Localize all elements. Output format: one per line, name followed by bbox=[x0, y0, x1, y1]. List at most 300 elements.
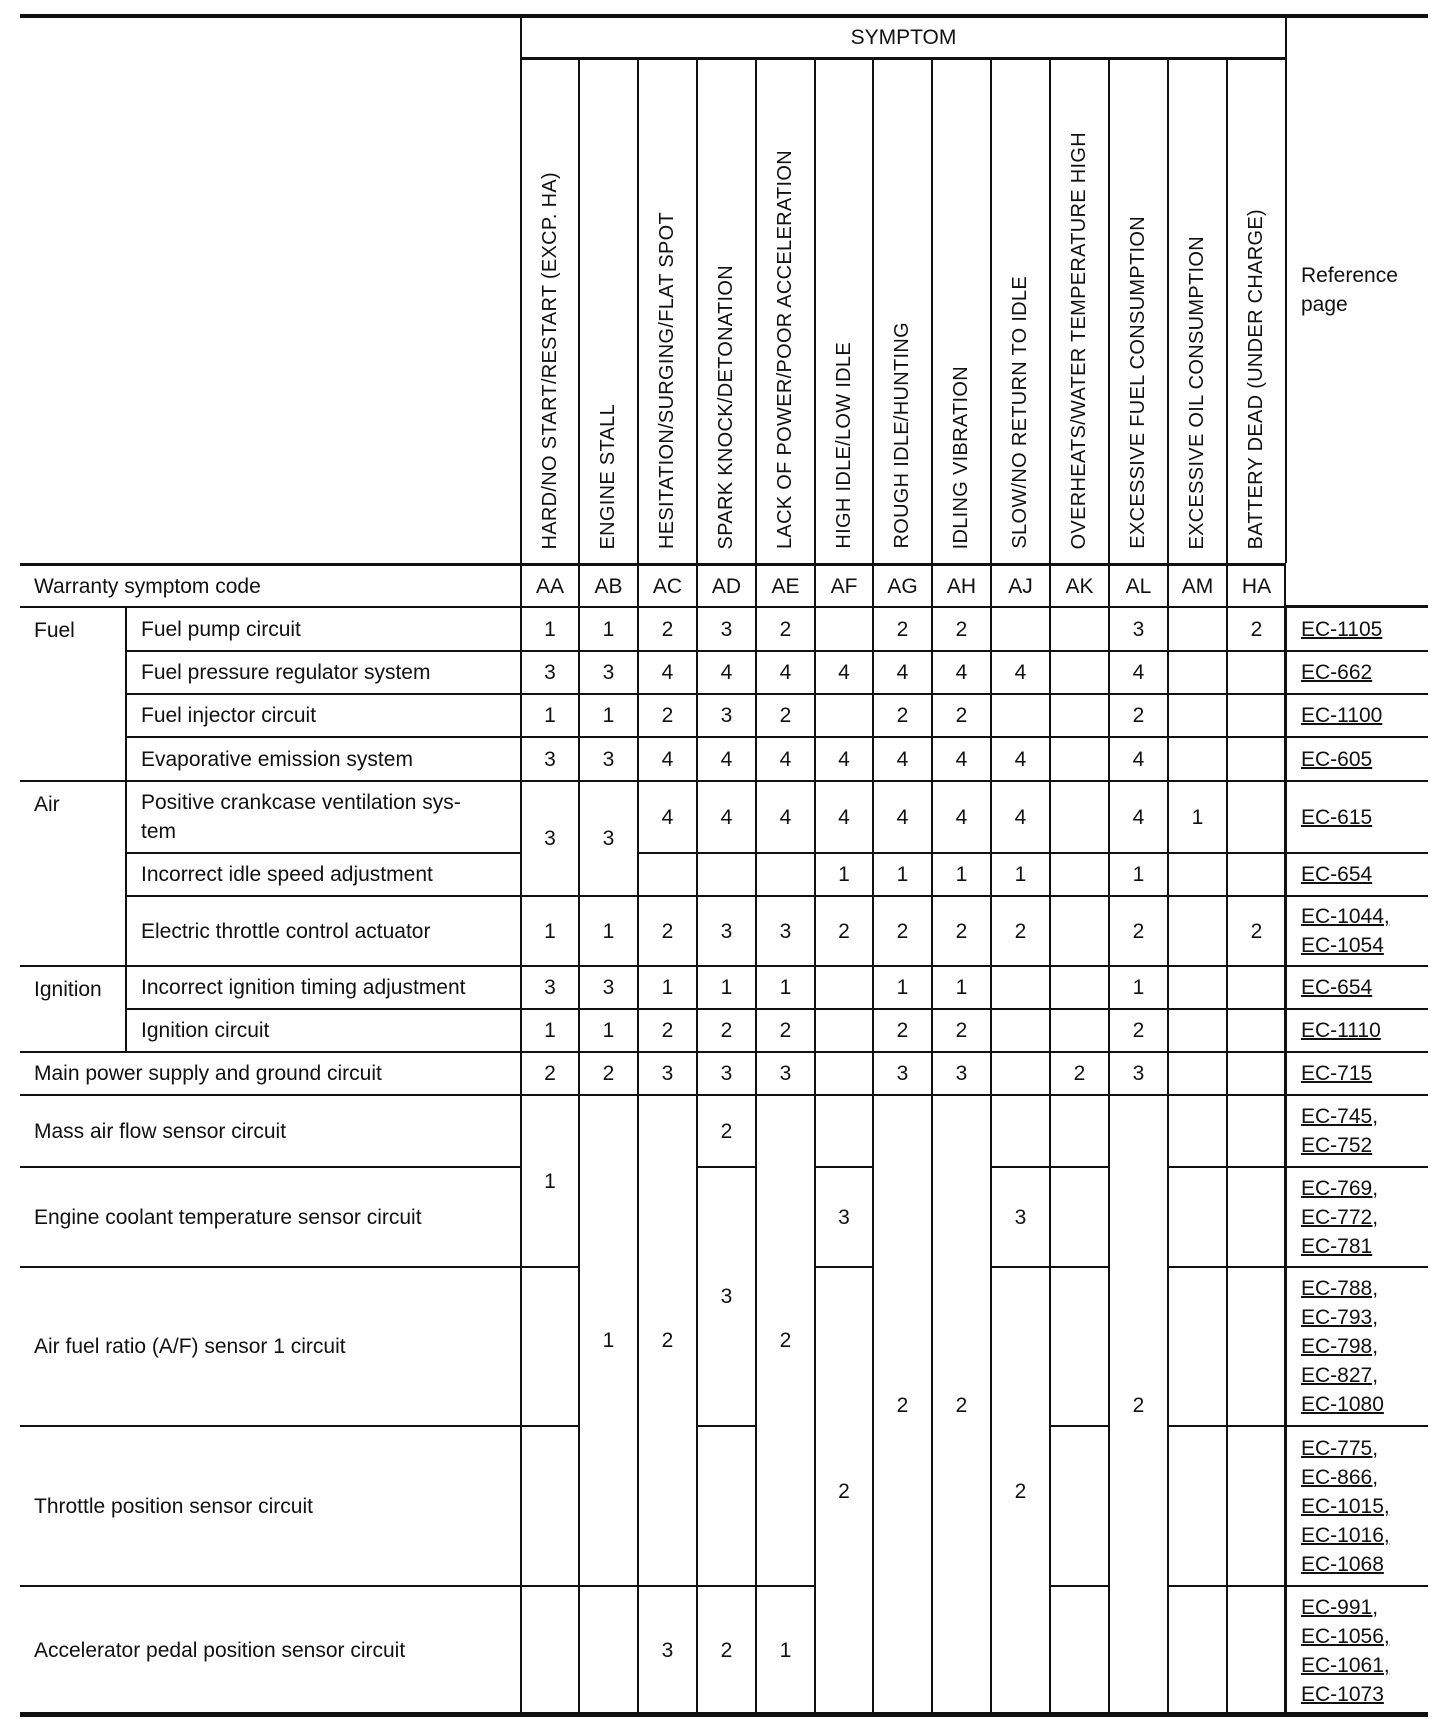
item-name: Mass air flow sensor circuit bbox=[34, 1119, 287, 1143]
symptom-priority-cell bbox=[1049, 1585, 1108, 1714]
priority-value: 3 bbox=[1132, 1062, 1145, 1085]
symptom-priority-cell bbox=[1108, 1008, 1167, 1051]
priority-value: 4 bbox=[1014, 805, 1027, 829]
priority-value: 4 bbox=[838, 747, 850, 771]
symptom-priority-cell bbox=[814, 693, 872, 736]
reference-links bbox=[1285, 965, 1428, 1008]
symptom-name: HIGH IDLE/LOW IDLE bbox=[832, 342, 855, 549]
priority-value: 1 bbox=[602, 1329, 615, 1352]
symptom-priority-cell bbox=[872, 852, 931, 895]
symptom-priority-cell bbox=[990, 895, 1049, 965]
priority-value: 4 bbox=[720, 805, 733, 829]
symptom-priority-cell bbox=[872, 606, 931, 650]
priority-value: 1 bbox=[544, 704, 556, 727]
symptom-priority-cell bbox=[931, 606, 990, 650]
priority-value: 1 bbox=[544, 1019, 556, 1042]
symptom-priority-cell bbox=[696, 1585, 755, 1714]
symptom-priority-cell bbox=[755, 895, 814, 965]
item-name: Positive crankcase ventilation sys- tem bbox=[141, 791, 461, 843]
priority-value: 1 bbox=[955, 976, 968, 999]
symptom-priority-cell bbox=[931, 852, 990, 895]
symptom-priority-cell bbox=[1108, 650, 1167, 693]
symptom-priority-cell bbox=[637, 780, 696, 852]
priority-value: 2 bbox=[838, 919, 850, 943]
priority-value: 3 bbox=[720, 1062, 733, 1085]
warranty-code bbox=[637, 563, 696, 606]
priority-value: 1 bbox=[720, 976, 733, 999]
priority-value: 2 bbox=[1014, 1479, 1027, 1503]
symptom-priority-cell bbox=[578, 736, 637, 780]
reference-links bbox=[1285, 852, 1428, 895]
priority-value: 3 bbox=[1132, 617, 1145, 641]
symptom-priority-cell bbox=[578, 780, 637, 895]
warranty-code-value: AE bbox=[771, 574, 800, 598]
symptom-priority-cell bbox=[990, 1008, 1049, 1051]
symptom-priority-cell bbox=[1108, 693, 1167, 736]
priority-value: 3 bbox=[544, 976, 556, 999]
symptom-priority-cell bbox=[520, 693, 578, 736]
symptom-priority-cell bbox=[1226, 1585, 1285, 1714]
item-label bbox=[20, 1585, 520, 1714]
priority-value: 2 bbox=[1073, 1062, 1086, 1085]
priority-value: 2 bbox=[1250, 617, 1263, 641]
symptom-priority-cell bbox=[637, 1051, 696, 1094]
priority-value: 4 bbox=[955, 747, 968, 771]
symptom-priority-cell bbox=[696, 895, 755, 965]
symptom-priority-cell bbox=[1167, 780, 1226, 852]
symptom-priority-cell bbox=[931, 1094, 990, 1714]
symptom-priority-cell bbox=[1049, 693, 1108, 736]
symptom-priority-cell bbox=[637, 965, 696, 1008]
symptom-priority-cell bbox=[814, 1094, 872, 1166]
symptom-priority-cell bbox=[814, 736, 872, 780]
reference-link[interactable]: EC-866, bbox=[1301, 1465, 1379, 1489]
symptom-priority-cell bbox=[872, 965, 931, 1008]
priority-value: 3 bbox=[1014, 1205, 1027, 1229]
symptom-priority-cell bbox=[696, 606, 755, 650]
symptom-priority-cell bbox=[755, 1585, 814, 1714]
reference-link[interactable]: EC-788, bbox=[1301, 1277, 1379, 1300]
symptom-name: IDLING VIBRATION bbox=[950, 365, 972, 549]
symptom-priority-cell bbox=[1226, 1051, 1285, 1094]
reference-link[interactable]: EC-1016, bbox=[1301, 1523, 1390, 1547]
symptom-priority-cell bbox=[696, 780, 755, 852]
reference-link[interactable]: EC-769, bbox=[1301, 1176, 1379, 1200]
symptom-priority-cell bbox=[1049, 1008, 1108, 1051]
reference-link[interactable]: EC-1100 bbox=[1301, 704, 1383, 727]
priority-value: 2 bbox=[661, 617, 674, 641]
reference-links bbox=[1285, 1425, 1428, 1585]
symptom-priority-cell bbox=[990, 780, 1049, 852]
priority-value: 2 bbox=[720, 1019, 733, 1042]
reference-link[interactable]: EC-745, bbox=[1301, 1105, 1379, 1128]
symptom-priority-cell bbox=[1049, 1266, 1108, 1425]
warranty-code bbox=[578, 563, 637, 606]
symptom-priority-cell bbox=[814, 895, 872, 965]
symptom-priority-cell bbox=[814, 1266, 872, 1714]
symptom-priority-cell bbox=[1049, 965, 1108, 1008]
symptom-priority-cell bbox=[1167, 650, 1226, 693]
symptom-priority-cell bbox=[814, 780, 872, 852]
symptom-priority-cell bbox=[1049, 895, 1108, 965]
warranty-code-value: AB bbox=[594, 574, 623, 598]
symptom-priority-cell bbox=[1167, 965, 1226, 1008]
priority-value: 2 bbox=[896, 1393, 909, 1417]
symptom-priority-cell bbox=[637, 1585, 696, 1714]
symptom-priority-cell bbox=[1108, 1094, 1167, 1714]
warranty-code bbox=[696, 563, 755, 606]
warranty-code-value: AA bbox=[535, 574, 564, 598]
symptom-priority-cell bbox=[990, 852, 1049, 895]
warranty-code bbox=[755, 563, 814, 606]
priority-value: 3 bbox=[720, 1285, 733, 1308]
symptom-column-header bbox=[696, 58, 755, 563]
grid-line bbox=[520, 57, 1285, 59]
symptom-priority-cell bbox=[755, 606, 814, 650]
reference-link[interactable]: EC-1015, bbox=[1301, 1494, 1390, 1518]
priority-value: 1 bbox=[1132, 863, 1145, 886]
priority-value: 2 bbox=[544, 1062, 556, 1085]
symptom-priority-cell bbox=[520, 1425, 578, 1585]
symptom-priority-cell bbox=[637, 650, 696, 693]
priority-value: 4 bbox=[838, 661, 850, 684]
reference-link[interactable]: EC-662 bbox=[1301, 661, 1373, 684]
symptom-priority-cell bbox=[872, 650, 931, 693]
symptom-name: HARD/NO START/RESTART (EXCP. HA) bbox=[538, 171, 561, 549]
symptom-priority-cell bbox=[931, 1051, 990, 1094]
symptom-priority-cell bbox=[1226, 606, 1285, 650]
symptom-priority-cell bbox=[696, 852, 755, 895]
item-label bbox=[125, 736, 520, 780]
priority-value: 1 bbox=[661, 976, 674, 999]
symptom-priority-cell bbox=[990, 1051, 1049, 1094]
symptom-priority-cell bbox=[520, 606, 578, 650]
symptom-priority-cell bbox=[578, 606, 637, 650]
symptom-priority-cell bbox=[1226, 780, 1285, 852]
symptom-priority-cell bbox=[1108, 780, 1167, 852]
symptom-priority-cell bbox=[1108, 1051, 1167, 1094]
reference-link[interactable]: EC-1073 bbox=[1301, 1682, 1384, 1706]
warranty-code-value: AH bbox=[946, 574, 977, 598]
symptom-priority-cell bbox=[1108, 606, 1167, 650]
symptom-column-header bbox=[1108, 58, 1167, 563]
symptom-priority-cell bbox=[1226, 736, 1285, 780]
symptom-priority-cell bbox=[814, 965, 872, 1008]
symptom-name: ROUGH IDLE/HUNTING bbox=[891, 322, 913, 549]
symptom-priority-cell bbox=[1108, 965, 1167, 1008]
warranty-code bbox=[1226, 563, 1285, 606]
priority-value: 3 bbox=[955, 1062, 968, 1085]
priority-value: 3 bbox=[602, 747, 615, 771]
priority-value: 1 bbox=[838, 863, 850, 886]
priority-value: 2 bbox=[955, 1393, 968, 1417]
symptom-priority-cell bbox=[755, 693, 814, 736]
reference-link[interactable]: EC-798, bbox=[1301, 1335, 1379, 1358]
priority-value: 4 bbox=[896, 661, 909, 684]
group-label bbox=[20, 606, 125, 780]
priority-value: 1 bbox=[544, 919, 556, 943]
symptom-priority-cell bbox=[520, 895, 578, 965]
symptom-priority-cell bbox=[1167, 693, 1226, 736]
priority-value: 4 bbox=[661, 661, 674, 684]
reference-link[interactable]: EC-793, bbox=[1301, 1306, 1379, 1329]
symptom-column-header bbox=[1167, 58, 1226, 563]
symptom-priority-cell bbox=[814, 606, 872, 650]
item-label bbox=[125, 650, 520, 693]
priority-value: 1 bbox=[955, 863, 968, 886]
priority-value: 4 bbox=[1132, 661, 1145, 684]
symptom-priority-cell bbox=[578, 1051, 637, 1094]
symptom-priority-cell bbox=[931, 780, 990, 852]
priority-value: 2 bbox=[779, 617, 792, 641]
warranty-code bbox=[872, 563, 931, 606]
priority-value: 2 bbox=[1132, 1019, 1145, 1042]
priority-value: 3 bbox=[661, 1639, 674, 1662]
reference-link[interactable]: EC-781 bbox=[1301, 1234, 1373, 1258]
reference-link[interactable]: EC-752 bbox=[1301, 1134, 1373, 1157]
symptom-priority-cell bbox=[696, 693, 755, 736]
symptom-priority-cell bbox=[1167, 852, 1226, 895]
symptom-priority-cell bbox=[1167, 895, 1226, 965]
symptom-column-header bbox=[990, 58, 1049, 563]
priority-value: 4 bbox=[955, 805, 968, 829]
item-label bbox=[125, 1008, 520, 1051]
symptom-priority-cell bbox=[1226, 895, 1285, 965]
symptom-priority-cell bbox=[637, 895, 696, 965]
symptom-column-header bbox=[637, 58, 696, 563]
item-name: Accelerator pedal position sensor circuit bbox=[34, 1639, 406, 1662]
reference-link[interactable]: EC-1061, bbox=[1301, 1653, 1390, 1677]
symptom-priority-cell bbox=[990, 693, 1049, 736]
symptom-priority-cell bbox=[990, 606, 1049, 650]
reference-link[interactable]: EC-715 bbox=[1301, 1062, 1373, 1085]
priority-value: 3 bbox=[544, 661, 556, 684]
symptom-priority-cell bbox=[1049, 606, 1108, 650]
priority-value: 3 bbox=[720, 919, 733, 943]
symptom-priority-cell bbox=[520, 1008, 578, 1051]
priority-value: 2 bbox=[779, 1329, 792, 1352]
symptom-priority-cell bbox=[990, 1166, 1049, 1266]
symptom-priority-cell bbox=[578, 895, 637, 965]
priority-value: 2 bbox=[896, 919, 909, 943]
priority-value: 2 bbox=[661, 1329, 674, 1352]
warranty-code-value: AD bbox=[711, 574, 742, 598]
symptom-name: ENGINE STALL bbox=[597, 403, 619, 549]
reference-link[interactable]: EC-772, bbox=[1301, 1205, 1379, 1229]
symptom-priority-cell bbox=[520, 736, 578, 780]
symptom-priority-cell bbox=[696, 650, 755, 693]
priority-value: 4 bbox=[779, 805, 792, 829]
priority-value: 2 bbox=[955, 919, 968, 943]
reference-link[interactable]: EC-1056, bbox=[1301, 1624, 1390, 1648]
warranty-code-value: AC bbox=[652, 574, 683, 598]
priority-value: 2 bbox=[955, 1019, 968, 1042]
grid-line bbox=[1285, 605, 1428, 607]
priority-value: 1 bbox=[602, 919, 615, 943]
priority-value: 2 bbox=[1250, 919, 1263, 943]
symptom-priority-cell bbox=[1226, 1425, 1285, 1585]
symptom-priority-cell bbox=[872, 1051, 931, 1094]
symptom-priority-cell bbox=[578, 693, 637, 736]
item-name: Incorrect ignition timing adjustment bbox=[141, 976, 466, 999]
symptom-priority-cell bbox=[990, 736, 1049, 780]
priority-value: 3 bbox=[544, 747, 556, 771]
priority-value: 3 bbox=[779, 1062, 792, 1085]
item-name: Evaporative emission system bbox=[141, 747, 413, 771]
warranty-code-value: HA bbox=[1241, 574, 1272, 598]
priority-value: 1 bbox=[602, 1019, 615, 1042]
reference-links bbox=[1285, 1266, 1428, 1425]
reference-link[interactable]: EC-827, bbox=[1301, 1364, 1379, 1387]
warranty-code-value: AK bbox=[1065, 574, 1094, 598]
priority-value: 2 bbox=[661, 1019, 674, 1042]
symptom-header bbox=[520, 16, 1285, 58]
reference-link[interactable]: EC-1105 bbox=[1301, 617, 1383, 641]
item-name: Fuel injector circuit bbox=[141, 704, 317, 727]
priority-value: 1 bbox=[1132, 976, 1145, 999]
symptom-name: HESITATION/SURGING/FLAT SPOT bbox=[656, 212, 678, 549]
reference-links bbox=[1285, 693, 1428, 736]
priority-value: 1 bbox=[602, 617, 615, 641]
symptom-priority-cell bbox=[637, 1008, 696, 1051]
priority-value: 1 bbox=[896, 863, 909, 886]
priority-value: 2 bbox=[1014, 919, 1027, 943]
reference-link[interactable]: EC-1068 bbox=[1301, 1552, 1384, 1576]
reference-page-label: Reference page bbox=[1301, 263, 1398, 316]
symptom-priority-cell bbox=[931, 1008, 990, 1051]
priority-value: 1 bbox=[779, 1639, 792, 1662]
warranty-code-value: AL bbox=[1125, 574, 1152, 598]
priority-value: 3 bbox=[602, 976, 615, 999]
reference-link[interactable]: EC-654 bbox=[1301, 976, 1373, 999]
reference-links bbox=[1285, 780, 1428, 852]
priority-value: 2 bbox=[1132, 1393, 1145, 1417]
priority-value: 2 bbox=[661, 704, 674, 727]
group-label bbox=[20, 780, 125, 965]
priority-value: 2 bbox=[896, 1019, 909, 1042]
symptom-priority-cell bbox=[637, 1094, 696, 1585]
reference-link[interactable]: EC-654 bbox=[1301, 863, 1373, 886]
symptom-priority-cell bbox=[990, 650, 1049, 693]
item-label bbox=[20, 1425, 520, 1585]
priority-value: 3 bbox=[779, 919, 792, 943]
symptom-priority-cell bbox=[931, 736, 990, 780]
symptom-name: LACK OF POWER/POOR ACCELERATION bbox=[774, 150, 796, 549]
warranty-code-value: AF bbox=[830, 574, 858, 598]
symptom-priority-cell bbox=[637, 693, 696, 736]
symptom-priority-cell bbox=[1049, 852, 1108, 895]
symptom-priority-cell bbox=[1226, 1008, 1285, 1051]
symptom-priority-cell bbox=[1049, 1166, 1108, 1266]
symptom-priority-cell bbox=[637, 606, 696, 650]
item-label bbox=[125, 965, 520, 1008]
priority-value: 2 bbox=[838, 1479, 850, 1503]
priority-value: 1 bbox=[544, 617, 556, 641]
reference-links bbox=[1285, 1008, 1428, 1051]
item-name: Incorrect idle speed adjustment bbox=[141, 863, 433, 886]
warranty-code bbox=[814, 563, 872, 606]
symptom-column-header bbox=[755, 58, 814, 563]
symptom-priority-cell bbox=[1167, 1051, 1226, 1094]
priority-value: 1 bbox=[544, 1169, 556, 1193]
item-label bbox=[125, 606, 520, 650]
item-name: Engine coolant temperature sensor circuit bbox=[34, 1205, 422, 1229]
priority-value: 1 bbox=[779, 976, 792, 999]
symptom-priority-cell bbox=[1049, 1051, 1108, 1094]
symptom-priority-cell bbox=[755, 736, 814, 780]
priority-value: 4 bbox=[838, 805, 850, 829]
symptom-priority-cell bbox=[1226, 852, 1285, 895]
reference-link[interactable]: EC-1044, bbox=[1301, 905, 1390, 928]
group-label bbox=[20, 965, 125, 1051]
item-name: Fuel pump circuit bbox=[141, 617, 301, 641]
symptom-priority-cell bbox=[578, 1008, 637, 1051]
priority-value: 3 bbox=[602, 661, 615, 684]
symptom-priority-cell bbox=[520, 1051, 578, 1094]
symptom-title: SYMPTOM bbox=[850, 25, 957, 49]
symptom-priority-cell bbox=[696, 1094, 755, 1166]
reference-link[interactable]: EC-615 bbox=[1301, 805, 1373, 829]
symptom-priority-cell bbox=[578, 965, 637, 1008]
reference-link[interactable]: EC-1054 bbox=[1301, 934, 1384, 957]
reference-links bbox=[1285, 606, 1428, 650]
symptom-priority-cell bbox=[755, 965, 814, 1008]
symptom-priority-cell bbox=[931, 895, 990, 965]
priority-value: 4 bbox=[896, 805, 909, 829]
symptom-priority-cell bbox=[931, 965, 990, 1008]
group-name: Fuel bbox=[34, 619, 75, 642]
symptom-priority-cell bbox=[520, 650, 578, 693]
priority-value: 2 bbox=[955, 704, 968, 727]
symptom-priority-cell bbox=[814, 852, 872, 895]
item-label bbox=[125, 693, 520, 736]
symptom-priority-cell bbox=[520, 1266, 578, 1425]
symptom-priority-cell bbox=[520, 780, 578, 895]
item-name: Ignition circuit bbox=[141, 1019, 270, 1042]
symptom-priority-cell bbox=[931, 650, 990, 693]
symptom-priority-cell bbox=[814, 1008, 872, 1051]
reference-link[interactable]: EC-1110 bbox=[1301, 1019, 1381, 1042]
item-label bbox=[125, 852, 520, 895]
priority-value: 4 bbox=[720, 661, 733, 684]
reference-link[interactable]: EC-605 bbox=[1301, 747, 1373, 771]
symptom-priority-cell bbox=[872, 1008, 931, 1051]
symptom-priority-cell bbox=[1226, 1094, 1285, 1166]
symptom-priority-cell bbox=[755, 1008, 814, 1051]
group-name: Ignition bbox=[34, 978, 102, 1001]
symptom-priority-cell bbox=[814, 650, 872, 693]
reference-link[interactable]: EC-991, bbox=[1301, 1595, 1379, 1619]
reference-link[interactable]: EC-775, bbox=[1301, 1436, 1379, 1460]
warranty-label: Warranty symptom code bbox=[34, 574, 261, 598]
priority-value: 2 bbox=[896, 704, 909, 727]
priority-value: 3 bbox=[544, 827, 556, 850]
symptom-priority-cell bbox=[1167, 736, 1226, 780]
priority-value: 4 bbox=[1132, 747, 1145, 771]
priority-value: 2 bbox=[602, 1062, 615, 1085]
priority-value: 4 bbox=[1014, 661, 1027, 684]
symptom-priority-cell bbox=[755, 1051, 814, 1094]
priority-value: 2 bbox=[955, 617, 968, 641]
symptom-priority-cell bbox=[755, 852, 814, 895]
warranty-code bbox=[1049, 563, 1108, 606]
reference-link[interactable]: EC-1080 bbox=[1301, 1393, 1384, 1416]
symptom-priority-cell bbox=[578, 650, 637, 693]
priority-value: 2 bbox=[661, 919, 674, 943]
priority-value: 4 bbox=[779, 661, 792, 684]
symptom-priority-cell bbox=[520, 1585, 578, 1714]
symptom-priority-cell bbox=[1167, 1094, 1226, 1166]
